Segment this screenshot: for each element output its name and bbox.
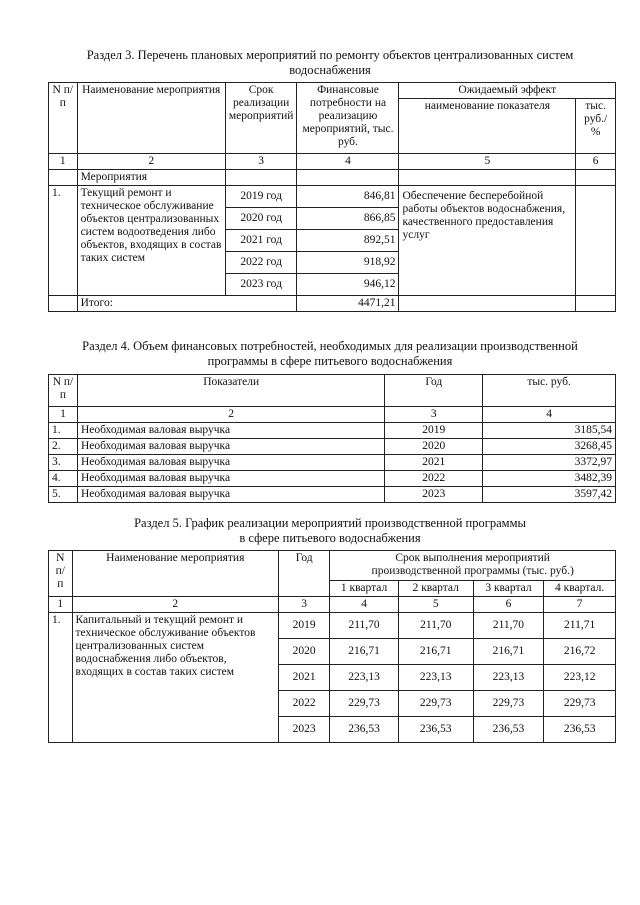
- s5-q3-value: 229,73: [473, 691, 544, 717]
- s5-q3-value: 223,13: [473, 665, 544, 691]
- s3-year: 2020 год: [225, 208, 297, 230]
- s4-row-year: 2020: [385, 439, 483, 455]
- s4-row-num: 3.: [49, 455, 78, 471]
- s3-total-label: Итого:: [77, 296, 297, 312]
- s5-colnum: 7: [544, 597, 616, 613]
- s4-row-num: 5.: [49, 487, 78, 503]
- s5-q1-value: 211,70: [330, 613, 398, 639]
- s5-q4-value: 211,71: [544, 613, 616, 639]
- s4-row-name: Необходимая валовая выручка: [77, 423, 384, 439]
- s5-year: 2022: [279, 691, 330, 717]
- s3-header-name: Наименование мероприятия: [77, 83, 225, 154]
- s3-finance-value: 918,92: [297, 252, 399, 274]
- s5-q3-value: 216,71: [473, 639, 544, 665]
- s4-row-year: 2022: [385, 471, 483, 487]
- s5-colnum: 6: [473, 597, 544, 613]
- s5-header-q1: 1 квартал: [330, 581, 398, 597]
- section5-title: [40, 516, 620, 546]
- s4-colnum: 4: [483, 407, 616, 423]
- s4-colnum: 3: [385, 407, 483, 423]
- s3-year: 2019 год: [225, 186, 297, 208]
- s4-row-sum: 3597,42: [483, 487, 616, 503]
- s3-row-num: 1.: [49, 186, 78, 296]
- s5-q4-value: 236,53: [544, 717, 616, 743]
- s4-colnum: 2: [77, 407, 384, 423]
- s5-header-term: Срок выполнения мероприятий производственной программы (тыс. руб.): [330, 551, 616, 581]
- s4-row-num: 2.: [49, 439, 78, 455]
- s4-row-name: Необходимая валовая выручка: [77, 439, 384, 455]
- s3-finance-value: 946,12: [297, 274, 399, 296]
- s4-colnum: 1: [49, 407, 78, 423]
- s5-q2-value: 216,71: [398, 639, 473, 665]
- s4-row-num: 4.: [49, 471, 78, 487]
- section5-title-line2: в сфере питьевого водоснабжения: [239, 531, 421, 545]
- section4-title-line2: программы в сфере питьевого водоснабжения: [207, 354, 453, 368]
- s3-colnum: 2: [77, 154, 225, 170]
- section3-title-line1: Раздел 3. Перечень плановых мероприятий по ремонту объектов централизованных систем: [86, 48, 574, 62]
- s3-header-finance: Финансовые потребности на реализацию мероприятий, тыс. руб.: [297, 83, 399, 154]
- s3-year: 2021 год: [225, 230, 297, 252]
- s5-q2-value: 223,13: [398, 665, 473, 691]
- s3-header-term: Срок реализации мероприятий: [225, 83, 297, 154]
- s3-colnum: 4: [297, 154, 399, 170]
- s3-finance-value: 866,85: [297, 208, 399, 230]
- s5-header-q3: 3 квартал: [473, 581, 544, 597]
- s5-q1-value: 229,73: [330, 691, 398, 717]
- s5-q4-value: 229,73: [544, 691, 616, 717]
- section4-title: [40, 339, 620, 369]
- s4-row-sum: 3185,54: [483, 423, 616, 439]
- s4-header-year: Год: [385, 375, 483, 407]
- s5-q1-value: 236,53: [330, 717, 398, 743]
- s5-colnum: 4: [330, 597, 398, 613]
- section3-title-line2: водоснабжения: [289, 63, 371, 77]
- s3-colnum: 1: [49, 154, 78, 170]
- s3-row-effect: Обеспечение бесперебойной работы объектов водоснабжения, качественного предоставления услуг: [399, 186, 576, 296]
- s4-header-indicator: Показатели: [77, 375, 384, 407]
- s4-header-num: N п/п: [49, 375, 78, 407]
- s3-total-value: 4471,21: [297, 296, 399, 312]
- s4-row-sum: 3482,39: [483, 471, 616, 487]
- section5-table: [48, 550, 616, 743]
- s5-year: 2023: [279, 717, 330, 743]
- s3-header-num: N п/п: [49, 83, 78, 154]
- s5-header-q2: 2 квартал: [398, 581, 473, 597]
- section3-table: [48, 82, 616, 312]
- s4-row-year: 2023: [385, 487, 483, 503]
- s5-q1-value: 223,13: [330, 665, 398, 691]
- s5-colnum: 1: [49, 597, 73, 613]
- section4-table: [48, 374, 616, 503]
- s4-row-name: Необходимая валовая выручка: [77, 455, 384, 471]
- s5-year: 2021: [279, 665, 330, 691]
- s3-finance-value: 892,51: [297, 230, 399, 252]
- s5-q2-value: 229,73: [398, 691, 473, 717]
- s3-row-name: Текущий ремонт и техническое обслуживание объектов централизованных систем водоотведения либо объектов, входящих в состав таких систем: [77, 186, 225, 296]
- s5-colnum: 3: [279, 597, 330, 613]
- s3-year: 2023 год: [225, 274, 297, 296]
- section5-title-line1: Раздел 5. График реализации мероприятий производственной программы: [134, 516, 526, 530]
- s5-q1-value: 216,71: [330, 639, 398, 665]
- s5-q3-value: 211,70: [473, 613, 544, 639]
- s5-year: 2020: [279, 639, 330, 665]
- s3-group-label: Мероприятия: [77, 170, 225, 186]
- s5-colnum: 2: [72, 597, 278, 613]
- s5-header-year: Год: [279, 551, 330, 597]
- s3-header-unit: тыс. руб./ %: [576, 99, 616, 154]
- s5-q4-value: 223,12: [544, 665, 616, 691]
- s4-row-name: Необходимая валовая выручка: [77, 471, 384, 487]
- s5-year: 2019: [279, 613, 330, 639]
- s3-colnum: 5: [399, 154, 576, 170]
- section3-title: [40, 48, 620, 78]
- s4-row-num: 1.: [49, 423, 78, 439]
- s3-header-indicator: наименование показателя: [399, 99, 576, 154]
- s3-colnum: 6: [576, 154, 616, 170]
- s5-q3-value: 236,53: [473, 717, 544, 743]
- s4-row-year: 2021: [385, 455, 483, 471]
- s5-header-q4: 4 квартал.: [544, 581, 616, 597]
- s5-header-num: N п/ п: [49, 551, 73, 597]
- s3-colnum: 3: [225, 154, 297, 170]
- s5-q2-value: 211,70: [398, 613, 473, 639]
- s3-header-effect: Ожидаемый эффект: [399, 83, 616, 99]
- s5-q2-value: 236,53: [398, 717, 473, 743]
- s5-colnum: 5: [398, 597, 473, 613]
- s3-finance-value: 846,81: [297, 186, 399, 208]
- s4-row-sum: 3268,45: [483, 439, 616, 455]
- s4-row-sum: 3372,97: [483, 455, 616, 471]
- s3-year: 2022 год: [225, 252, 297, 274]
- s5-header-name: Наименование мероприятия: [72, 551, 278, 597]
- s5-row-name: Капитальный и текущий ремонт и техническое обслуживание объектов централизованных систем водоснабжения либо объектов, входящих в состав таких систем: [72, 613, 278, 743]
- section4-title-line1: Раздел 4. Объем финансовых потребностей, необходимых для реализации производственной: [82, 339, 578, 353]
- s5-q4-value: 216,72: [544, 639, 616, 665]
- s4-row-year: 2019: [385, 423, 483, 439]
- s4-header-sum: тыс. руб.: [483, 375, 616, 407]
- s5-row-num: 1.: [49, 613, 73, 743]
- s4-row-name: Необходимая валовая выручка: [77, 487, 384, 503]
